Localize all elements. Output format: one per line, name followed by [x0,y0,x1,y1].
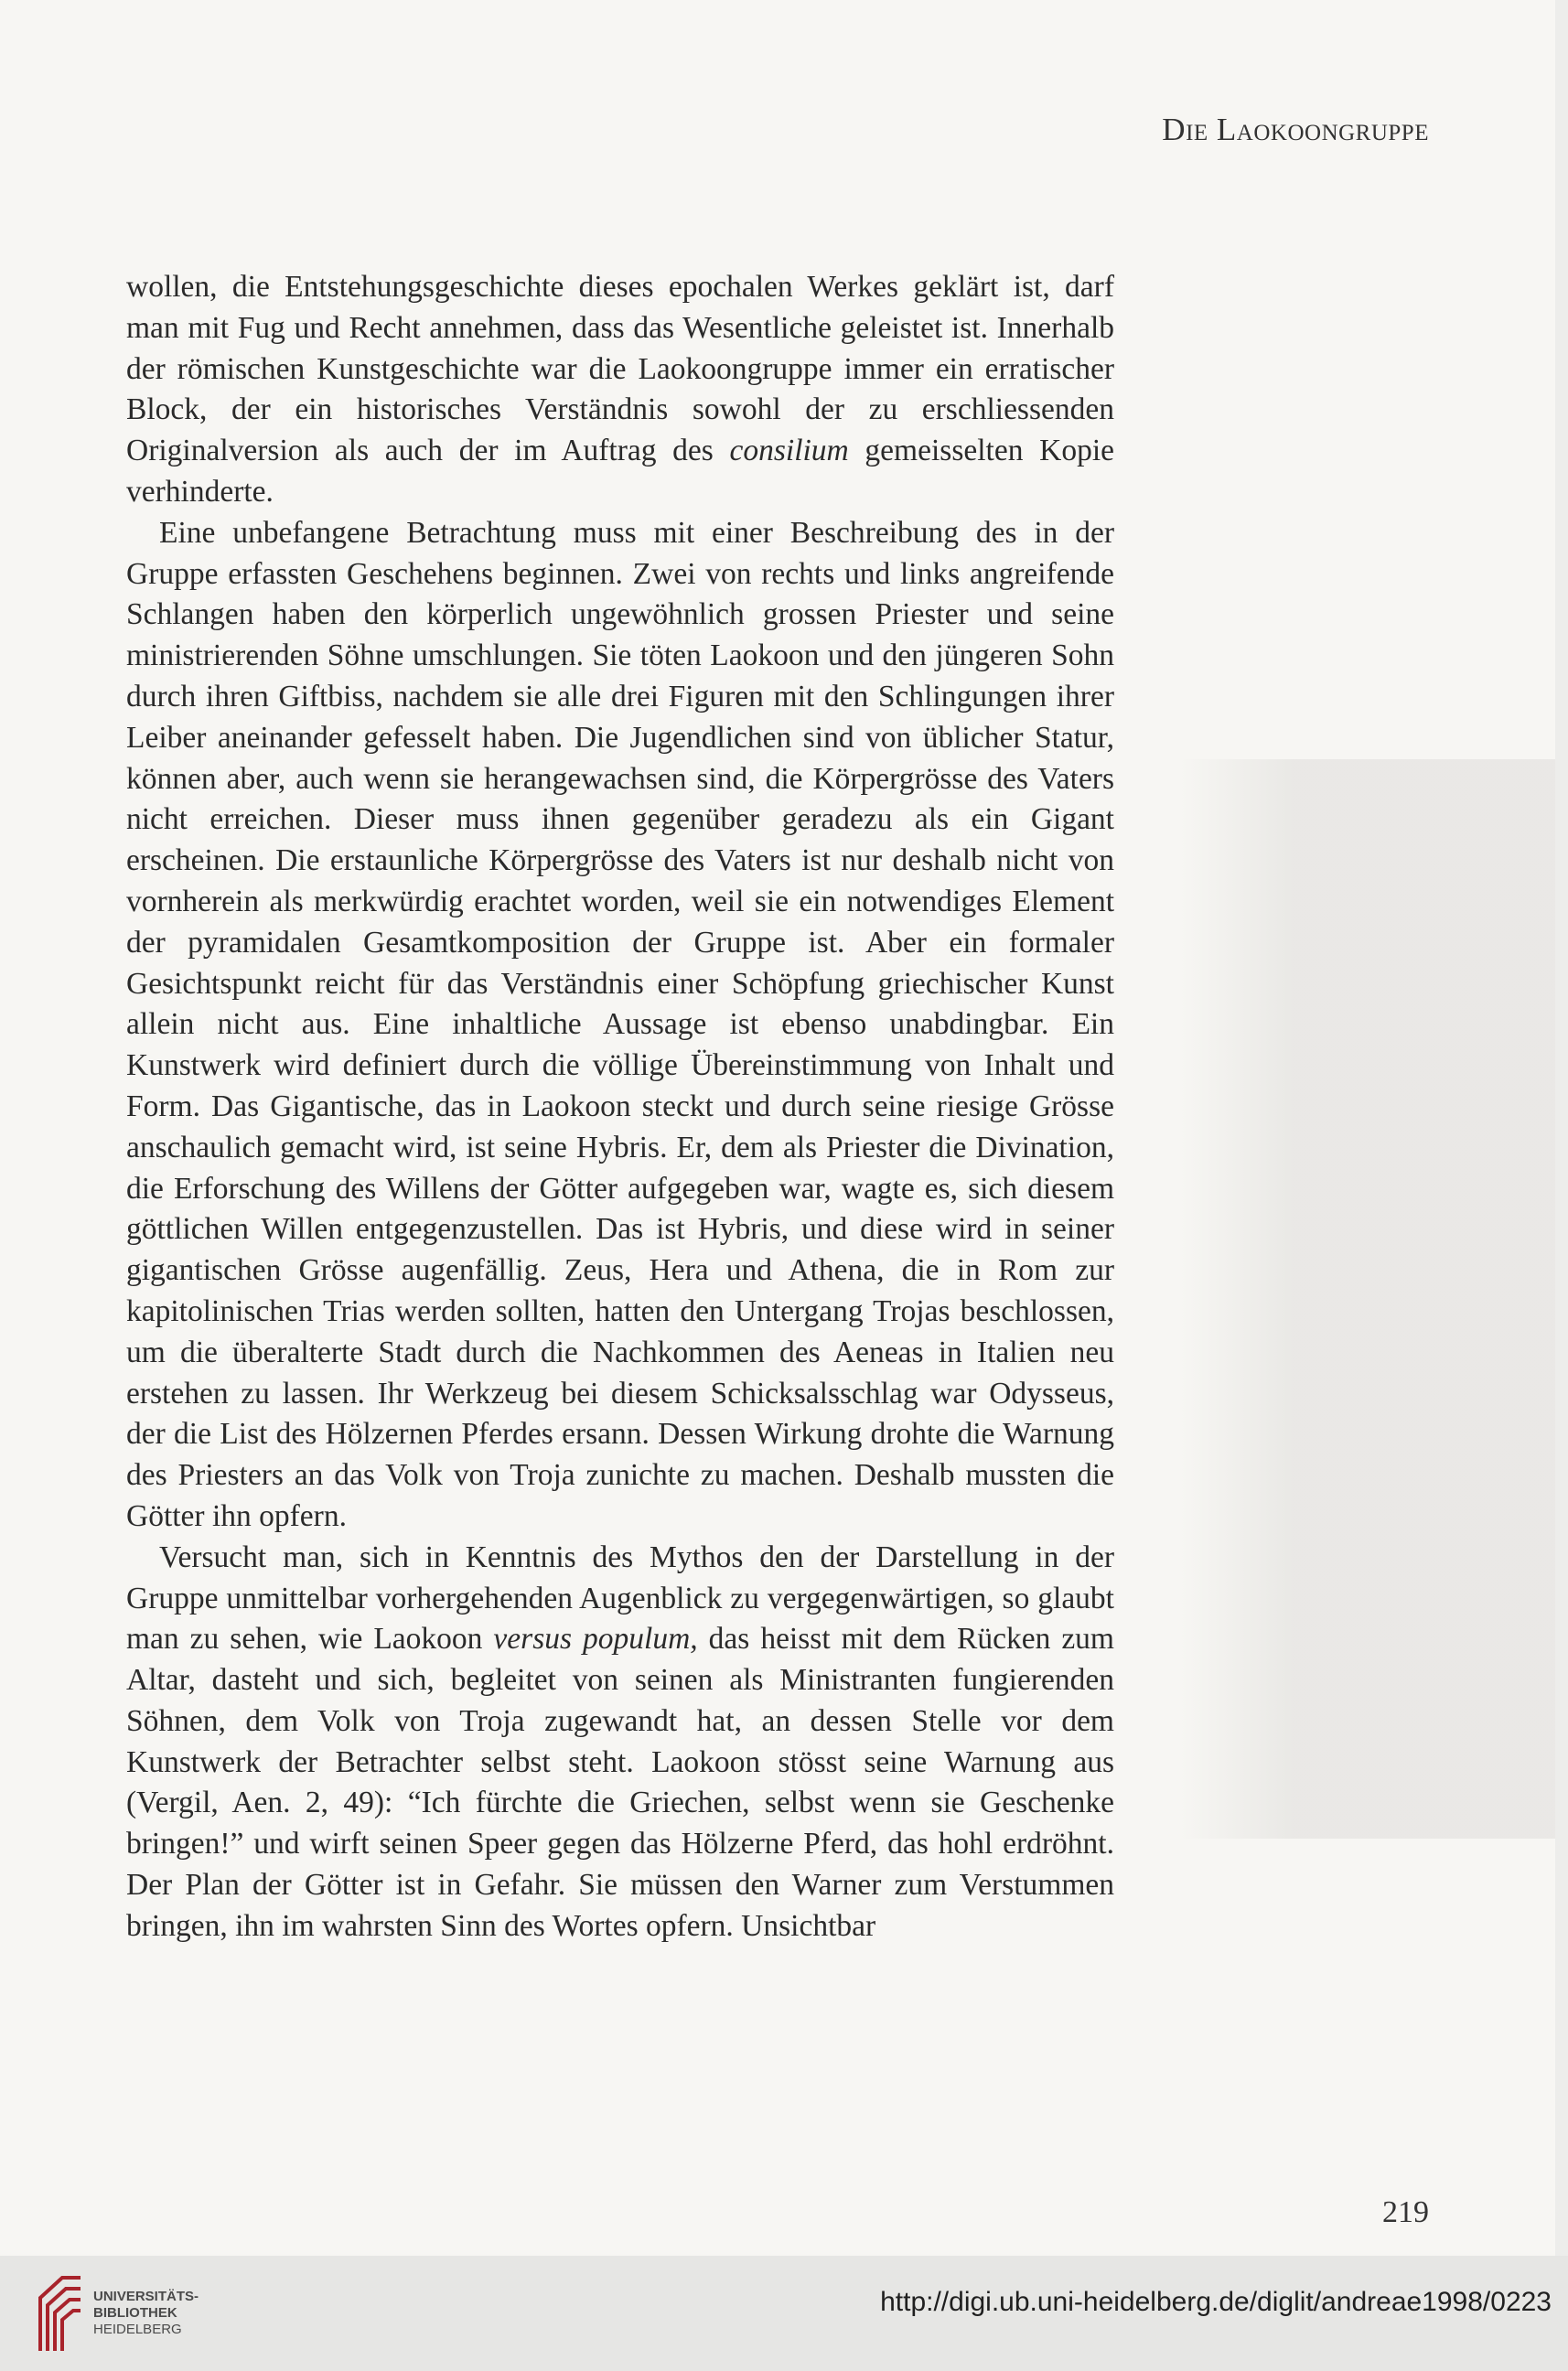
paragraph [126,267,1114,513]
text-run: Versucht man, sich in Kenntnis des Mythos den der Darstellung in der Gruppe unmittelbar vorhergehenden Augenblick zu vergegenwärtigen, so glaubt man zu sehen, wie Laokoon [126,1540,1114,1657]
italic-term: consilium [729,434,849,468]
page-edge-shadow [1180,759,1555,1839]
text-run: wollen, die Entstehungsgeschichte dieses epochalen Werkes geklärt ist, darf man mit Fug und Recht annehmen, dass das Wesentliche geleistet ist. Innerhalb der römischen Kunstgeschichte war die Laokoongruppe immer ein erratischer Block, der ein historisches Verständnis sowohl der zu erschliessenden Originalversion als auch der im Auftrag des [126,270,1114,468]
library-logo[interactable] [35,2270,218,2355]
running-head: Die Laokoongruppe [1162,112,1429,147]
body-text [126,267,1114,1947]
paragraph [126,513,1114,1538]
text-run: das heisst mit dem Rücken zum Altar, dasteht und sich, begleitet von seinen als Ministranten fungierenden Söhnen, dem Volk von Troja zugewandt hat, an dessen Stelle vor dem Kunstwerk der Betrachter selbst steht. Laokoon stösst seine Warnung aus (Vergil, Aen. 2, 49): “Ich fürchte die Griechen, selbst wenn sie Geschenke bringen!” und wirft seinen Speer gegen das Hölzerne Pferd, das hohl erdröhnt. Der Plan der Götter ist in Gefahr. Sie müssen den Warner zum Verstummen bringen, ihn im wahrsten Sinn des Wortes opfern. Unsichtbar [126,1622,1114,1943]
logo-line-1: UNIVERSITÄTS- [93,2289,199,2304]
library-logo-text [93,2289,199,2338]
source-url[interactable]: http://digi.ub.uni-heidelberg.de/diglit/andreae1998/0223 [880,2287,1552,2317]
logo-line-2: BIBLIOTHEK [93,2305,177,2321]
paragraph [126,1538,1114,1947]
page-number: 219 [1382,2195,1429,2229]
text-run: gemeisselten Kopie verhinderte. [126,434,1114,509]
text-run: Eine unbefangene Betrachtung muss mit einer Beschreibung des in der Gruppe erfassten Geschehens beginnen. Zwei von rechts und links angreifende Schlangen haben den körperlich ungewöhnlich grossen Priester und seine ministrierenden Söhne umschlungen. Sie töten Laokoon und den jüngeren Sohn durch ihren Giftbiss, nachdem sie alle drei Figuren mit den Schlingungen ihrer Leiber aneinander gefesselt haben. Die Jugendlichen sind von üblicher Statur, können aber, auch wenn sie herangewachsen sind, die Körpergrösse des Vaters nicht erreichen. Dieser muss ihnen gegenüber geradezu als ein Gigant erscheinen. Die erstaunliche Körpergrösse des Vaters ist nur deshalb nicht von vornherein als merkwürdig erachtet worden, weil sie ein notwendiges Element der pyramidalen Gesamtkomposition der Gruppe ist. Aber ein formaler Gesichtspunkt reicht für das Verständnis einer Schöpfung griechischer Kunst allein nicht aus. Eine inhaltliche Aussage ist ebenso unabdingbar. Ein Kunstwerk wird definiert durch die völlige Übereinstimmung von Inhalt und Form. Das Gigantische, das in Laokoon steckt und durch seine riesige Grösse anschaulich gemacht wird, ist seine Hybris. Er, dem als Priester die Divination, die Erforschung des Willens der Götter aufgegeben war, wagte es, sich diesem göttlichen Willen entgegenzustellen. Das ist Hybris, und diese wird in seiner gigantischen Grösse augenfällig. Zeus, Hera und Athena, die in Rom zur kapitolinischen Trias werden sollten, hatten den Untergang Trojas beschlossen, um die überalterte Stadt durch die Nachkommen des Aeneas in Italien neu erstehen zu lassen. Ihr Werkzeug bei diesem Schicksalsschlag war Odysseus, der die List des Hölzernen Pferdes ersann. Dessen Wirkung drohte die Warnung des Priesters an das Volk von Troja zunichte zu machen. Deshalb mussten die Götter ihn opfern. [126,515,1114,1533]
library-logo-icon [35,2270,86,2355]
italic-term: versus populum, [493,1622,698,1657]
logo-line-3: HEIDELBERG [93,2322,182,2337]
